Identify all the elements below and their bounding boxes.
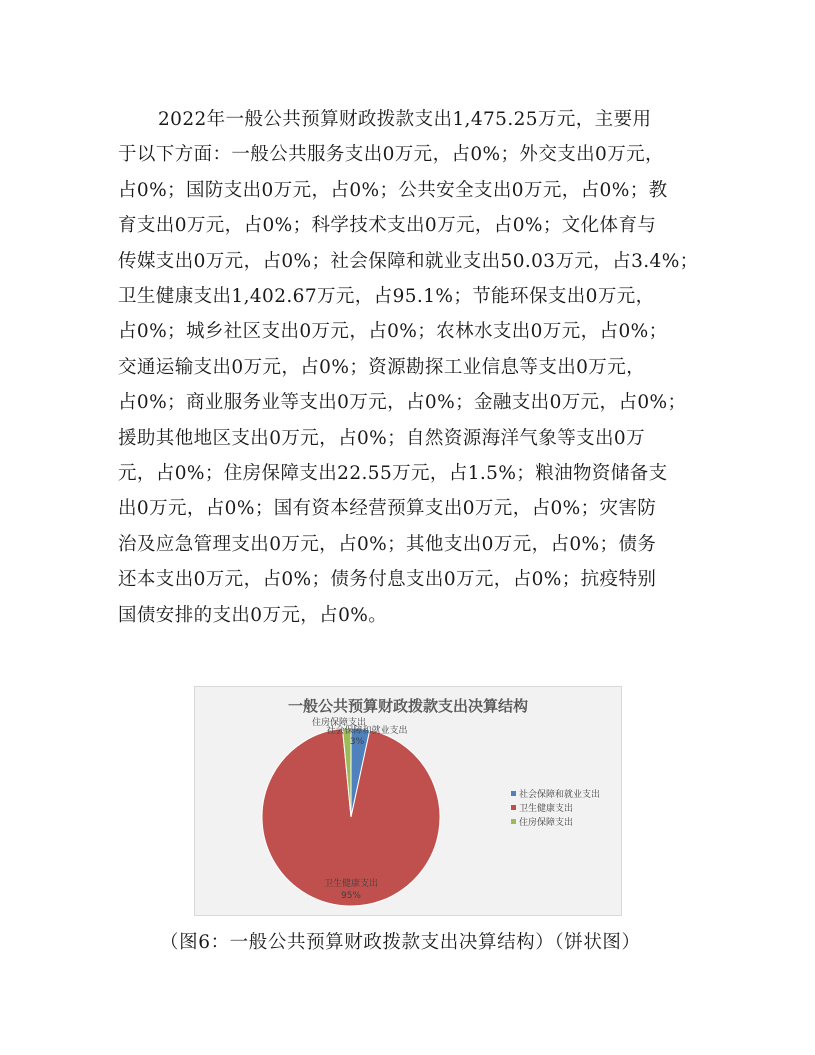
paragraph-line: 占0%；城乡社区支出0万元，占0%；农林水支出0万元，占0%； — [118, 321, 668, 343]
legend-entry: 社会保障和就业支出 — [519, 790, 601, 800]
paragraph-line: 还本支出0万元，占0%；债务付息支出0万元，占0%；抗疫特别 — [118, 569, 657, 591]
paragraph-line: 育支出0万元，占0%；科学技术支出0万元，占0%；文化体育与 — [118, 215, 657, 237]
paragraph-line: 治及应急管理支出0万元，占0%；其他支出0万元，占0%；债务 — [118, 533, 657, 555]
paragraph-line: 元，占0%；住房保障支出22.55万元，占1.5%；粮油物资储备支 — [118, 463, 668, 485]
paragraph-line: 出0万元，占0%；国有资本经营预算支出0万元，占0%；灾害防 — [118, 498, 657, 520]
data-label-social-security: 社会保障和就业支出 — [326, 726, 408, 736]
paragraph-line: 2022年一般公共预算财政拨款支出1,475.25万元，主要用 — [158, 109, 652, 130]
paragraph-line: 国债安排的支出0万元，占0%。 — [118, 604, 388, 626]
paragraph-line: 占0%；商业服务业等支出0万元，占0%；金融支出0万元，占0%； — [118, 392, 687, 414]
legend-swatch — [511, 819, 516, 824]
chart-title: 一般公共预算财政拨款支出决算结构 — [287, 697, 529, 715]
paragraph-line: 于以下方面：一般公共服务支出0万元，占0%；外交支出0万元， — [118, 144, 664, 166]
data-label-health-percent: 95% — [340, 891, 362, 901]
figure-caption: （图6：一般公共预算财政拨款支出决算结构）（饼状图） — [160, 932, 641, 953]
expenditure-paragraph — [118, 102, 702, 633]
data-label-social-security-percent: 3% — [349, 737, 365, 747]
legend-entry: 住房保障支出 — [519, 818, 574, 828]
legend-swatch — [511, 791, 516, 796]
pie-chart-svg — [195, 687, 621, 915]
paragraph-line: 交通运输支出0万元，占0%；资源勘探工业信息等支出0万元， — [118, 356, 645, 378]
paragraph-line: 占0%；国防支出0万元，占0%；公共安全支出0万元，占0%；教 — [118, 179, 668, 201]
paragraph-line: 援助其他地区支出0万元，占0%；自然资源海洋气象等支出0万 — [118, 427, 645, 449]
paragraph-line: 卫生健康支出1,402.67万元，占95.1%；节能环保支出0万元， — [118, 286, 655, 308]
data-label-housing: 住房保障支出 — [311, 718, 367, 728]
pie-chart — [194, 686, 622, 916]
data-label-health: 卫生健康支出 — [323, 879, 379, 889]
paragraph-line: 传媒支出0万元，占0%；社会保障和就业支出50.03万元，占3.4%； — [118, 250, 699, 272]
legend-swatch — [511, 805, 516, 810]
legend-entry: 卫生健康支出 — [519, 804, 574, 814]
